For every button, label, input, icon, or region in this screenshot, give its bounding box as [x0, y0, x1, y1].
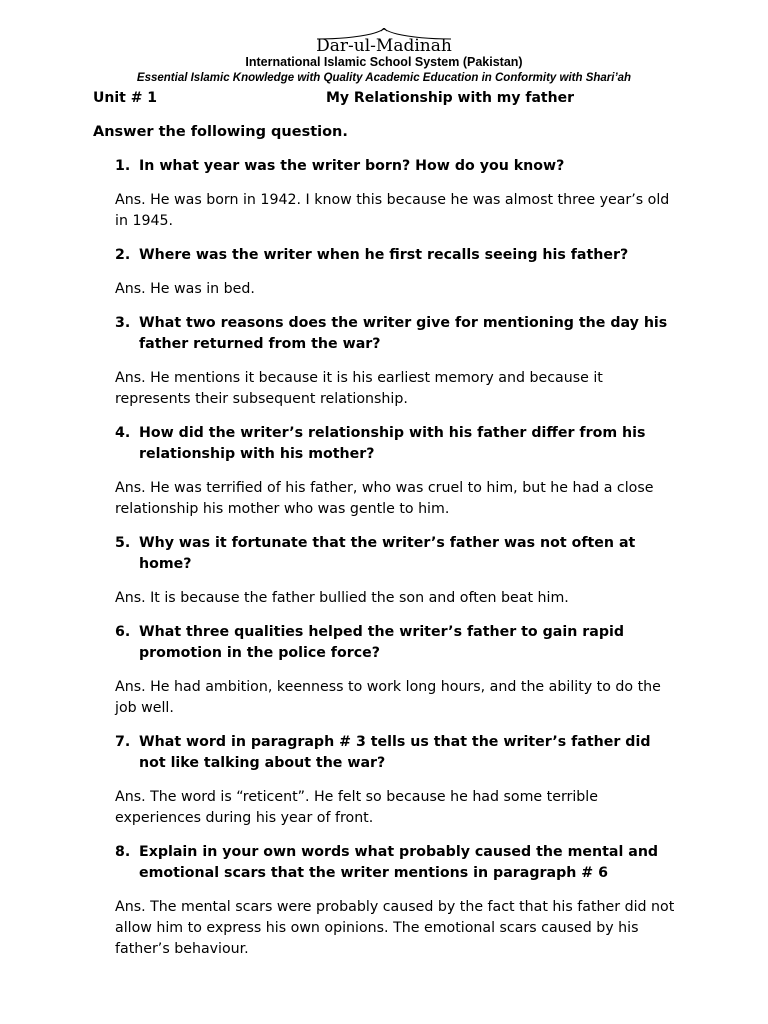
qa-item-8: [115, 842, 675, 960]
question-text: How did the writer’s relationship with his father differ from his relationship with his mother?: [139, 425, 646, 462]
logo-text: Dar-ul-Madinah: [316, 36, 452, 56]
question-number: 7.: [115, 734, 131, 750]
question-number: 6.: [115, 624, 131, 640]
answer-text: Ans. He was born in 1942. I know this because he was almost three year’s old in 1945.: [115, 192, 670, 229]
question: [115, 732, 675, 774]
question-number: 4.: [115, 425, 131, 441]
question-text: What word in paragraph # 3 tells us that the writer’s father did not like talking about the war?: [139, 734, 651, 771]
question-text: What two reasons does the writer give for mentioning the day his father returned from the war?: [139, 315, 668, 352]
question: [115, 622, 675, 664]
question-number: 5.: [115, 535, 131, 551]
unit-label: Unit # 1: [93, 90, 158, 106]
answer-text: Ans. He had ambition, keenness to work long hours, and the ability to do the job well.: [115, 679, 661, 716]
question: [115, 313, 675, 355]
instruction-text: Answer the following question.: [93, 124, 348, 140]
question: [115, 423, 675, 465]
question-text: Where was the writer when he first recalls seeing his father?: [139, 247, 629, 263]
answer-text: Ans. He was in bed.: [115, 281, 255, 297]
qa-item-4: [115, 423, 675, 520]
qa-item-6: [115, 622, 675, 719]
question-text: What three qualities helped the writer’s father to gain rapid promotion in the police force?: [139, 624, 624, 661]
qa-item-7: [115, 732, 675, 829]
question: [115, 533, 675, 575]
unit-heading: [93, 90, 693, 110]
answer-text: Ans. The word is “reticent”. He felt so because he had some terrible experiences during his year of front.: [115, 789, 598, 826]
school-name: International Islamic School System (Pakistan): [245, 55, 523, 69]
question-number: 2.: [115, 247, 131, 263]
school-tagline: Essential Islamic Knowledge with Quality Academic Education in Conformity with Shari’ah: [136, 72, 632, 84]
question-number: 3.: [115, 315, 131, 331]
qa-item-2: [115, 245, 675, 300]
question-text: Why was it fortunate that the writer’s father was not often at home?: [139, 535, 636, 572]
answer-text: Ans. The mental scars were probably caused by the fact that his father did not allow him to express his own opinions. The emotional scars caused by his father’s behaviour.: [115, 899, 675, 957]
school-logo: [309, 28, 459, 58]
unit-title: My Relationship with my father: [326, 90, 574, 106]
question: [115, 156, 675, 177]
question-text: In what year was the writer born? How do you know?: [139, 158, 565, 174]
question: [115, 245, 675, 266]
question-number: 1.: [115, 158, 131, 174]
answer-text: Ans. He mentions it because it is his earliest memory and because it represents their subsequent relationship.: [115, 370, 603, 407]
qa-item-5: [115, 533, 675, 609]
answer-text: Ans. He was terrified of his father, who was cruel to him, but he had a close relationship his mother who was gentle to him.: [115, 480, 654, 517]
question-text: Explain in your own words what probably caused the mental and emotional scars that the writer mentions in paragraph # 6: [139, 844, 659, 881]
answer-text: Ans. It is because the father bullied the son and often beat him.: [115, 590, 569, 606]
question: [115, 842, 675, 884]
document-header: [0, 28, 768, 86]
question-answer-list: [115, 156, 675, 973]
qa-item-3: [115, 313, 675, 410]
qa-item-1: [115, 156, 675, 232]
question-number: 8.: [115, 844, 131, 860]
